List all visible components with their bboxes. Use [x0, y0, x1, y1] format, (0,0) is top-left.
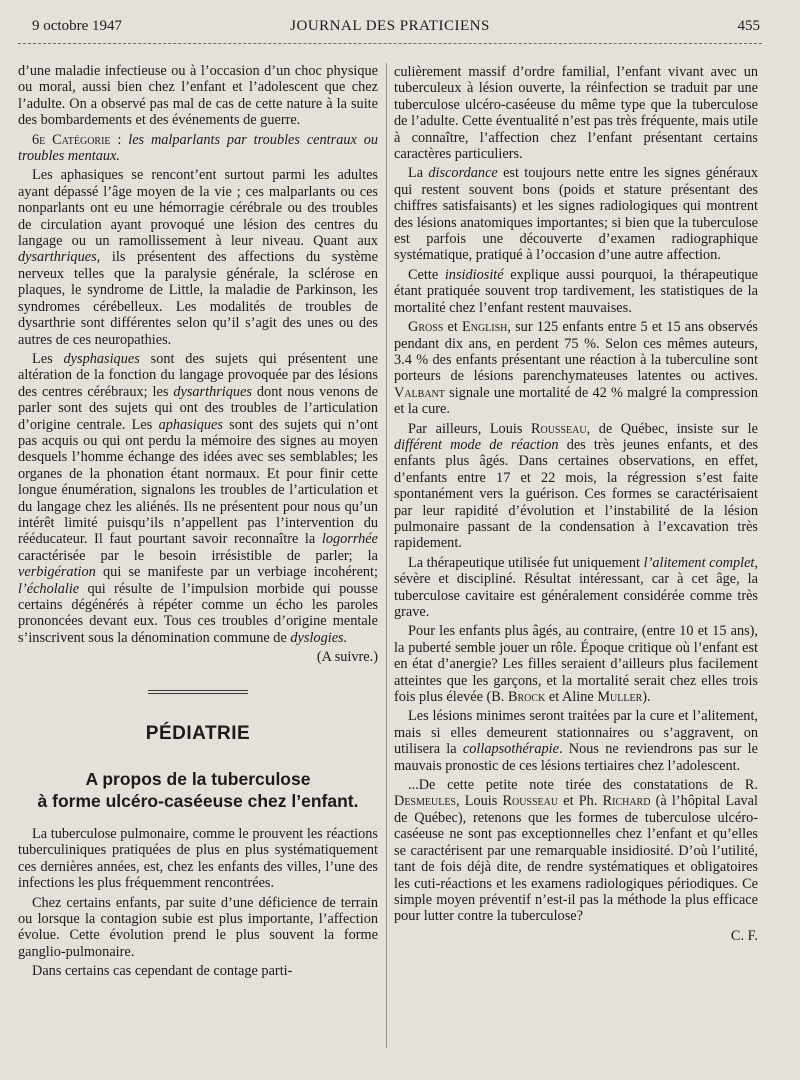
paragraph: Dans certains cas cependant de contage parti- [32, 963, 293, 980]
author-name: English [461, 319, 508, 336]
right-column [394, 64, 758, 1064]
paragraph: ...De cette petite note tirée des constatations de R. Desmeules, Louis Rousseau et Ph. Richard (à l’hôpital Laval de Québec), retenons que les formes de tuberculose ulcéro-caséeuse ne sont pas exceptionnelles chez l’enfant et qu’elles se caractérisent par une remarquable insidiosité. D’où l’utilité, tant de fois déjà dite, de rendre systématiques et obligatoires les cuti-réactions et les examens radiologiques périodiques. Ce simple moyen préventif n’est-il pas la méthode la plus efficace pour lutter contre la tuberculose? [394, 777, 759, 925]
to-be-continued: (A suivre.) [316, 649, 378, 666]
author-name: Gross [408, 319, 444, 336]
header-rule [18, 43, 762, 44]
running-header [20, 18, 760, 40]
paragraph: Les dysphasiques sont des sujets qui présentent une altération de la fonction du langage provoquée par des lésions des centres cérébraux; les dysarthriques dont nous venons de parler sont des sujets qui ont des troubles de l’articulation d’origine centrale. Les aphasiques sont des sujets qui n’ont pas acquis ou qui ont perdu la mémoire des signes au moyen desquels l’homme échange des idées avec ses semblables; les organes de la phonation étant normaux. Et pour finir cette longue énumération, signalons les troubles de l’articulation et du langage chez les aliénés. Ils ne présentent pour nous qu’un intérêt limité puisqu’ils n’appellent pas l’intervention du rééducateur. Il faut pourtant savoir reconnaître la logorrhée caractérisée par le besoin irrésistible de parler; la verbigération qui se manifeste par un verbiage incohérent; l’écholalie qui résulte de l’impulsion morbide qui pousse certains dégénérés à répéter comme un écho les paroles prononcées devant eux. Tous ces troubles d’origine mentale s’inscrivent sous la dénomination commune de dyslogies. [18, 350, 379, 646]
article-title-line: à forme ulcéro-caséeuse chez l’enfant. [37, 791, 359, 812]
article-title [18, 768, 378, 812]
header-page-number: 455 [737, 18, 760, 34]
paragraph: La discordance est toujours nette entre les signes généraux qui restent souvent bons (poids et stature présentant des chiffres satisfaisants) et les signes radiologiques qui montrent des lésions anatomiques importantes; si bien que la tuberculose est parfois une découverte d’examen radiographique systématique, pratiqué à l’occasion d’une autre affection. [394, 165, 759, 264]
paragraph: La tuberculose pulmonaire, comme le prouvent les réactions tuberculiniques pratiquées de plus en plus systématiquement ces dernières années, est, chez les enfants des villes, l’une des infections les plus fréquemment rencontrées. [18, 826, 378, 892]
paragraph: d’une maladie infectieuse ou à l’occasion d’un choc physique ou moral, aussi bien chez l’enfant et l’adolescent que chez l’adulte. On a observé pas mal de cas de cette nature à la suite des bombardements et des événements de guerre. [18, 63, 378, 129]
category-label: 6e Catégorie [32, 131, 111, 148]
paragraph: Cette insidiosité explique aussi pourquoi, la thérapeutique étant pratiquée souvent trop tardivement, les statistiques de la mortalité chez l’enfant restent mauvaises. [394, 266, 758, 316]
article-title-line: A propos de la tuberculose [85, 769, 311, 790]
paragraph: culièrement massif d’ordre familial, l’enfant vivant avec un tuberculeux à lésion ouverte, la réinfection se traduit par une tuberculose ulcéro-caséeuse du même type que la tuberculose de l’adulte. Cette éventualité n’est pas très fréquente, mais utile à connaître, l’affection chez l’enfant présentant certains caractères particuliers. [394, 64, 758, 163]
paragraph: Chez certains enfants, par suite d’une déficience de terrain ou lorsque la contagion subie est plus importante, l’affection évolue. Cette évolution prend le plus souvent la forme ganglio-pulmonaire. [18, 894, 378, 960]
paragraph: La thérapeutique utilisée fut uniquement l’alitement complet, sévère et discipliné. Résultat intéressant, car à cet âge, la tuberculose cavitaire est généralement considérée comme très grave. [394, 554, 758, 620]
author-name: Richard [602, 793, 651, 810]
author-name: Rousseau [530, 420, 587, 437]
paragraph: Les lésions minimes seront traitées par la cure et l’alitement, mais si elles demeurent stationnaires ou s’aggravent, on utilisera la collapsothérapie. Nous ne reviendrons pas sur le mauvais pronostic de ces lésions tertiaires chez l’adolescent. [394, 708, 759, 774]
author-name: Brock [507, 689, 546, 706]
paragraph: Par ailleurs, Louis Rousseau, de Québec, insiste sur le différent mode de réaction des très jeunes enfants, et des enfants plus âgés. Dans certaines observations, en effet, d’enfants entre 17 et 22 mois, la régression s’est faite spontanément vers la guérison. Ces formes se caractérisaient par leur rapidité d’évolution et l’instabilité de la lésion pulmonaire passant de la condensation à l’excavation très rapidement. [394, 420, 758, 552]
author-name: Rousseau [502, 793, 559, 810]
author-signature: C. F. [730, 927, 758, 944]
paragraph: Les aphasiques se rencont’ent surtout parmi les adultes ayant dépassé l’âge moyen de la vie ; ces malparlants ou ces nonparlants ont eu une hémorragie cérébrale ou des troubles de circulation ayant provoqué une lésion des centres du langage ou un ramollissement à leur niveau. Quant aux dysarthriques, ils présentent des affections du système nerveux telles que la paralysie générale, la sclérose en plaques, le syndrome de Little, la maladie de Parkinson, les syndromes cérébelleux. Les modalités de troubles de dysarthrie sont différentes selon qu’il s’agit des unes ou des autres de ces neuropathies. [18, 167, 378, 348]
paragraph: Gross et English, sur 125 enfants entre 5 et 15 ans observés pendant dix ans, en perdent 75 %. Selon ces mêmes auteurs, 3.4 % des enfants présentant une réaction à la tuberculine sont porteurs de lésions parenchymateuses latentes ou actives. Valbant signale une mortalité de 42 % malgré la compression et la cure. [394, 319, 758, 418]
category-title: les malparlants par troubles centraux ou troubles mentaux. [18, 131, 378, 165]
header-journal-title: JOURNAL DES PRATICIENS [290, 18, 490, 34]
category-heading: 6e Catégorie : les malparlants par troubles centraux ou troubles mentaux. [18, 131, 378, 165]
author-name: Valbant [394, 384, 445, 401]
header-date: 9 octobre 1947 [32, 18, 122, 34]
column-rule [386, 63, 387, 1048]
left-column [18, 63, 378, 1063]
section-separator [148, 690, 248, 694]
section-title: PÉDIATRIE [145, 722, 251, 744]
author-name: Muller [597, 689, 643, 706]
author-name: Desmeules [394, 793, 456, 810]
paragraph: Pour les enfants plus âgés, au contraire, (entre 10 et 15 ans), la puberté semble jouer un rôle. Époque critique où l’enfant est en état d’anergie? Les filles seraient d’ailleurs plus facilement atteintes que les garçons, et la mortalité serait chez elles trois fois plus élevée (B. Brock et Aline Muller). [394, 623, 758, 706]
